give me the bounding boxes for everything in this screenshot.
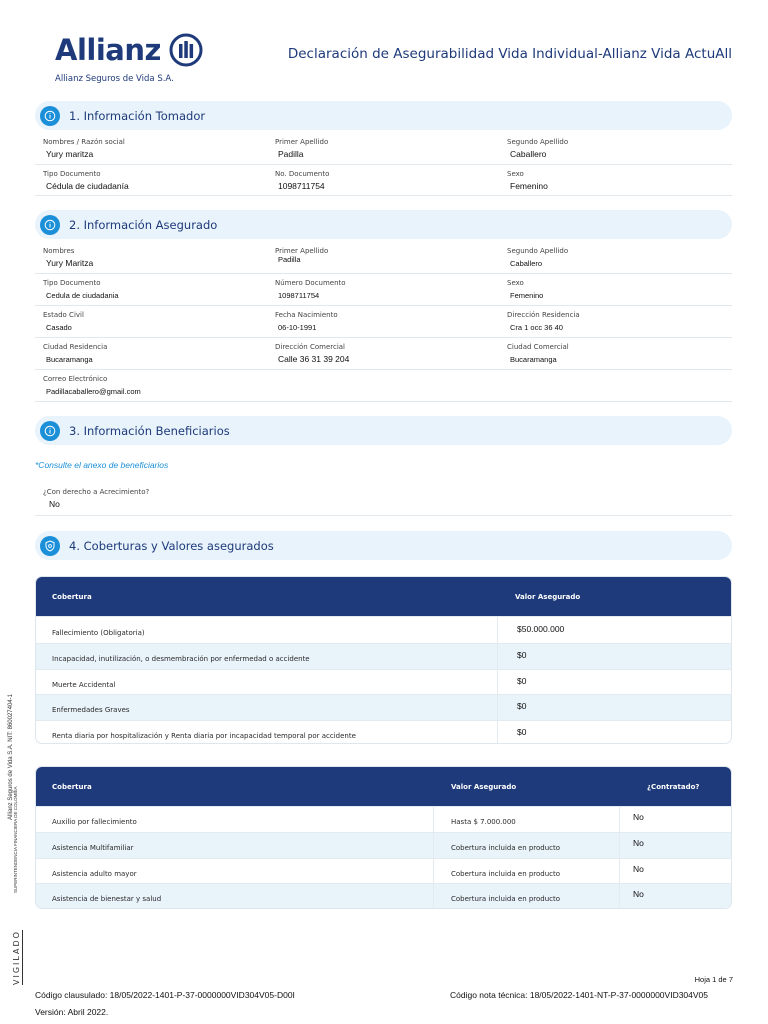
- field-label: Nombres: [43, 247, 75, 255]
- table-row: [36, 720, 731, 745]
- field-label: Segundo Apellido: [507, 247, 569, 255]
- assistance-contracted: No: [633, 889, 644, 899]
- coverage-name: Incapacidad, inutilización, o desmembración por enfermedad o accidente: [52, 655, 310, 663]
- asegurado-num-doc: 1098711754: [278, 291, 320, 300]
- section-title: 3. Información Beneficiarios: [69, 423, 230, 438]
- tomador-no-doc: 1098711754: [278, 181, 325, 191]
- asegurado-ciudad-res: Bucaramanga: [46, 355, 93, 364]
- asegurado-ciudad-com: Bucaramanga: [510, 355, 557, 364]
- tomador-tipo-doc: Cédula de ciudadanía: [46, 181, 129, 191]
- field-label: Dirección Comercial: [275, 343, 345, 351]
- field-label: Sexo: [507, 279, 524, 287]
- field-label: Nombres / Razón social: [43, 138, 125, 146]
- asegurado-row-4: [35, 338, 732, 370]
- info-icon: [40, 106, 60, 126]
- column-header: ¿Contratado?: [647, 782, 700, 791]
- field-label: Sexo: [507, 170, 524, 178]
- assistance-value: Cobertura incluida en producto: [451, 895, 561, 903]
- asegurado-dir-com: Calle 36 31 39 204: [278, 354, 350, 364]
- assistance-contracted: No: [633, 863, 644, 874]
- beneficiarios-note: *Consulte el anexo de beneficiarios: [35, 460, 169, 470]
- section-header-coberturas: [35, 531, 732, 560]
- asegurado-nombres: Yury Maritza: [46, 258, 94, 268]
- coverage-name: Fallecimiento (Obligatoria): [52, 629, 145, 637]
- coverage-value: $50.000.000: [517, 624, 565, 634]
- field-label: No. Documento: [275, 170, 330, 178]
- tomador-sexo: Femenino: [510, 181, 548, 191]
- coverage-table-assistance: [35, 766, 732, 909]
- column-header: Cobertura: [52, 592, 92, 601]
- field-label: Tipo Documento: [43, 279, 101, 287]
- allianz-eagle-icon: [169, 33, 203, 67]
- side-nit-text: Allianz Seguros de Vida S.A. NIT: 860027404-1: [8, 694, 14, 820]
- field-label: ¿Con derecho a Acrecimiento?: [43, 488, 150, 496]
- coverage-value: $0: [517, 726, 527, 737]
- coverage-name: Muerte Accidental: [52, 680, 116, 689]
- field-label: Estado Civil: [43, 311, 84, 319]
- assistance-name: Auxilio por fallecimiento: [52, 818, 137, 826]
- table-row: [36, 883, 731, 909]
- asegurado-sexo: Femenino: [510, 291, 544, 300]
- column-divider: [497, 616, 498, 743]
- tomador-row-1: [35, 133, 732, 165]
- info-icon: [40, 421, 60, 441]
- assistance-value: Hasta $ 7.000.000: [451, 818, 516, 826]
- column-header: Valor Asegurado: [451, 782, 517, 791]
- version-text: Versión: Abril 2022.: [35, 1007, 109, 1017]
- codigo-clausulado: Código clausulado: 18/05/2022-1401-P-37-0000000VID304V05-D00I: [35, 990, 295, 1000]
- section-title: 2. Información Asegurado: [69, 217, 218, 232]
- asegurado-dir-res: Cra 1 occ 36 40: [510, 323, 563, 332]
- field-label: Ciudad Comercial: [507, 343, 569, 351]
- assistance-contracted: No: [633, 812, 644, 822]
- table-row: [36, 616, 731, 643]
- beneficiarios-row: [35, 483, 732, 516]
- tomador-row-2: [35, 165, 732, 196]
- assistance-value: Cobertura incluida en producto: [451, 869, 561, 878]
- column-divider: [619, 806, 620, 908]
- table-header: [36, 767, 731, 806]
- shield-icon: [40, 536, 60, 556]
- asegurado-fecha-nac: 06-10-1991: [278, 323, 317, 332]
- side-superintendencia-text: SUPERINTENDENCIA FINANCIERA DE COLOMBIA: [13, 786, 18, 893]
- document-title: Declaración de Asegurabilidad Vida Individual-Allianz Vida ActuAll: [287, 46, 732, 62]
- field-label: Tipo Documento: [43, 170, 101, 178]
- assistance-name: Asistencia Multifamiliar: [52, 844, 134, 852]
- asegurado-row-5: [35, 370, 732, 402]
- table-row: [36, 858, 731, 884]
- tomador-segundo-apellido: Caballero: [510, 149, 547, 159]
- section-title: 1. Información Tomador: [69, 108, 206, 123]
- allianz-logo: [55, 33, 203, 67]
- acrecimiento-value: No: [49, 499, 60, 509]
- codigo-nota-tecnica: Código nota técnica: 18/05/2022-1401-NT-P-37-0000000VID304V05: [450, 990, 709, 1000]
- field-label: Fecha Nacimiento: [275, 311, 338, 319]
- asegurado-row-1: [35, 242, 732, 274]
- coverage-value: $0: [517, 675, 527, 686]
- column-header: Valor Asegurado: [515, 592, 581, 601]
- asegurado-row-3: [35, 306, 732, 338]
- table-row: [36, 832, 731, 858]
- assistance-value: Cobertura incluida en producto: [451, 844, 561, 852]
- assistance-name: Asistencia adulto mayor: [52, 869, 137, 878]
- asegurado-segundo-apellido: Caballero: [510, 259, 543, 268]
- logo-wordmark: Allianz: [55, 33, 161, 67]
- table-row: [36, 669, 731, 695]
- asegurado-correo: Padillacaballero@gmail.com: [46, 387, 141, 396]
- coverage-name: Renta diaria por hospitalización y Renta diaria por incapacidad temporal por accidente: [52, 731, 356, 740]
- field-label: Primer Apellido: [275, 247, 329, 255]
- tomador-primer-apellido: Padilla: [278, 149, 304, 159]
- assistance-name: Asistencia de bienestar y salud: [52, 895, 162, 903]
- table-row: [36, 694, 731, 720]
- table-row: [36, 643, 731, 669]
- tomador-nombres: Yury maritza: [46, 149, 94, 159]
- table-row: [36, 806, 731, 832]
- coverage-value: $0: [517, 650, 527, 660]
- field-label: Número Documento: [275, 279, 346, 287]
- field-label: Dirección Residencia: [507, 311, 580, 319]
- coverage-value: $0: [517, 701, 527, 711]
- column-header: Cobertura: [52, 782, 92, 791]
- asegurado-tipo-doc: Cedula de ciudadania: [46, 291, 119, 300]
- section-header-asegurado: [35, 210, 732, 239]
- section-header-beneficiarios: [35, 416, 732, 445]
- field-label: Ciudad Residencia: [43, 343, 108, 351]
- coverage-table-main: [35, 576, 732, 744]
- info-icon: [40, 215, 60, 235]
- asegurado-estado-civil: Casado: [46, 323, 72, 332]
- section-header-tomador: [35, 101, 732, 130]
- field-label: Primer Apellido: [275, 138, 329, 146]
- section-title: 4. Coberturas y Valores asegurados: [69, 538, 274, 553]
- assistance-contracted: No: [633, 838, 644, 848]
- field-label: Correo Electrónico: [43, 375, 108, 383]
- table-header: [36, 577, 731, 616]
- asegurado-row-2: [35, 274, 732, 306]
- column-divider: [433, 806, 434, 908]
- page-number: Hoja 1 de 7: [694, 975, 733, 984]
- coverage-name: Enfermedades Graves: [52, 706, 130, 714]
- logo-subtitle: Allianz Seguros de Vida S.A.: [55, 74, 174, 84]
- field-label: Segundo Apellido: [507, 138, 569, 146]
- asegurado-primer-apellido: Padilla: [278, 255, 301, 264]
- vigilado-stamp: VIGILADO: [12, 930, 21, 985]
